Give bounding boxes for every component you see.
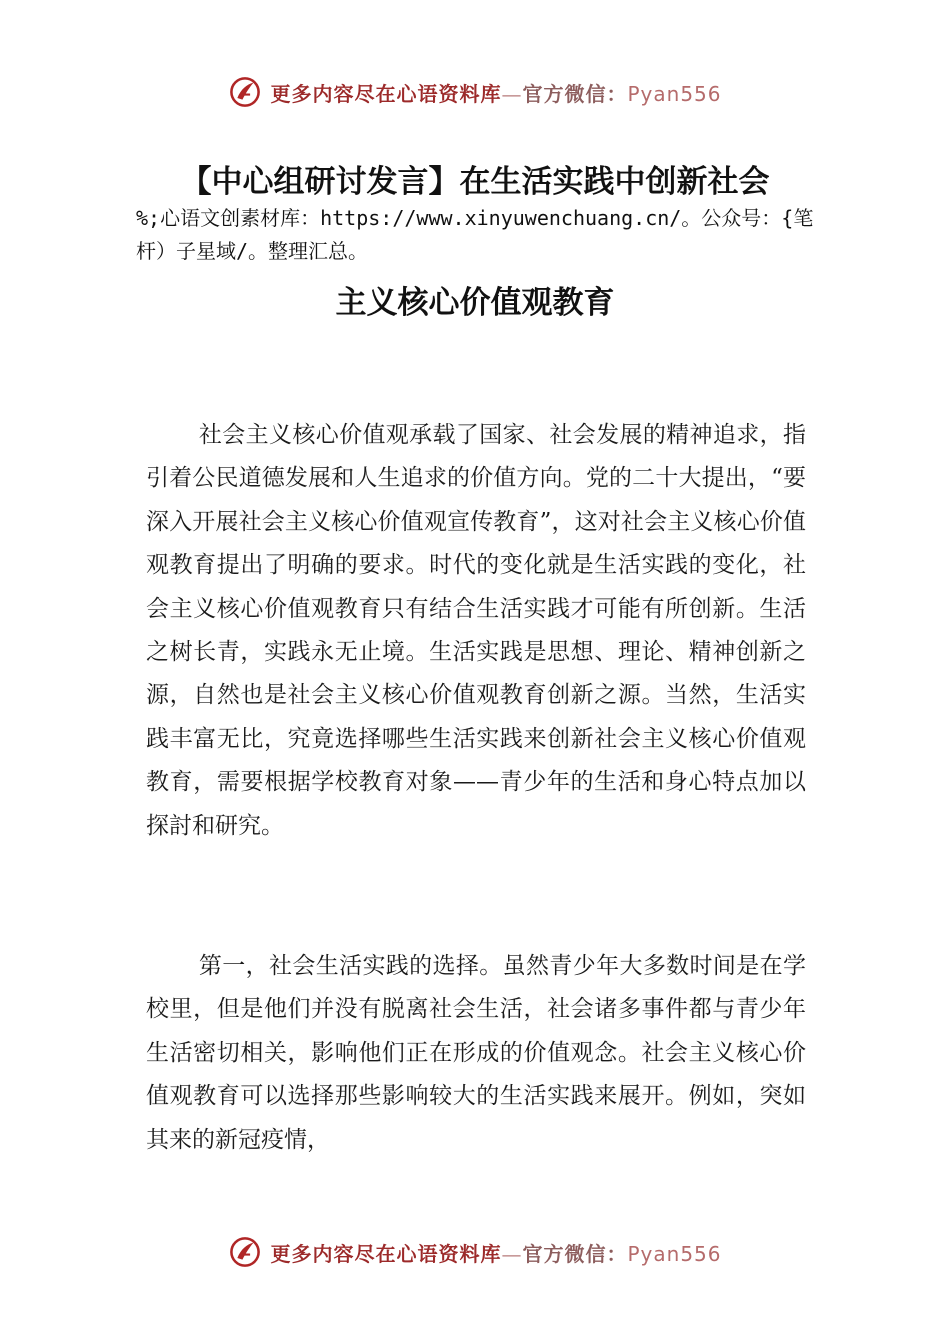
banner-wechat-label: 官方微信： [522, 81, 628, 106]
red-seal-logo-icon [228, 75, 262, 109]
header-banner [0, 70, 950, 114]
body-paragraph-2: 第一，社会生活实践的选择。虽然青少年大多数时间是在学校里，但是他们并没有脱离社会生活，社会诸多事件都与青少年生活密切相关，影响他们正在形成的价值观念。社会主义核心价值观教育可以选择那些影响较大的生活实践来展开。例如，突如其来的新冠疫情， [146, 953, 806, 1153]
red-seal-logo-icon [228, 1235, 262, 1269]
footer-banner [0, 1230, 950, 1274]
banner-separator: — [501, 1241, 523, 1266]
body-paragraph-1: 社会主义核心价值观承载了国家、社会发展的精神追求，指引着公民道德发展和人生追求的价值方向。党的二十大提出，“要深入开展社会主义核心价值观宣传教育”，这对社会主义核心价值观教育提出了明确的要求。时代的变化就是生活实践的变化，社会主义核心价值观教育只有结合生活实践才可能有所创新。生活之树长青，实践永无止境。生活实践是思想、理论、精神创新之源，自然也是社会主义核心价值观教育创新之源。当然，生活实践丰富无比，究竟选择哪些生活实践来创新社会主义核心价值观教育，需要根据学校教育对象——青少年的生活和身心特点加以探討和研究。 [146, 422, 806, 839]
banner-text [270, 1238, 721, 1267]
banner-wechat-id: Pyan556 [627, 81, 722, 106]
banner-main-text: 更多内容尽在心语资料库 [270, 81, 502, 106]
document-title-line-1: 【中心组研讨发言】在生活实践中创新社会 [180, 164, 770, 200]
source-note: %;心语文创素材库：https://www.xinyuwenchuang.cn/。公众号：{笔杆）子星域/。整理汇总。 [136, 206, 814, 263]
banner-main-text: 更多内容尽在心语资料库 [270, 1241, 502, 1266]
document-title-line-2: 主义核心价值观教育 [335, 285, 615, 321]
banner-separator: — [501, 81, 523, 106]
banner-text [270, 78, 721, 107]
banner-wechat-label: 官方微信： [522, 1241, 628, 1266]
banner-wechat-id: Pyan556 [627, 1241, 722, 1266]
